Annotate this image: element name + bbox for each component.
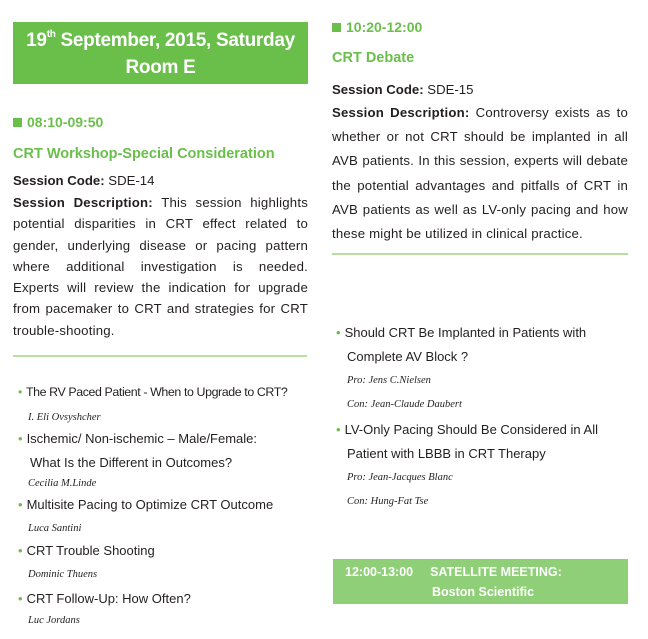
talk-speaker: I. Eli Ovsyshcher: [28, 412, 101, 423]
room-heading: Room E: [125, 57, 196, 78]
square-bullet-icon: [13, 118, 22, 127]
satellite-sponsor: Boston Scientific: [432, 585, 535, 599]
bullet-icon: •: [336, 422, 341, 437]
session-time: 10:20-12:00: [332, 19, 628, 35]
talk-item: • Ischemic/ Non-ischemic – Male/Female:: [18, 431, 258, 446]
session-description: Session Description: This session highlights potential disparities in CRT effect related to gender, underlying disease or pacing pattern where additional investigation is needed. Experts will review the indication for upgrade from pacemaker to CRT and strategies for CRT trouble-shooting.: [13, 195, 308, 338]
talk-con-speaker: Con: Jean-Claude Daubert: [347, 399, 462, 410]
session-title: CRT Debate: [332, 50, 415, 66]
satellite-label: SATELLITE MEETING:: [430, 565, 562, 579]
bullet-icon: •: [18, 431, 23, 446]
session-description: Session Description: Controversy exists as to whether or not CRT should be implanted in all AVB patients. In this session, experts will debate the potential advantages and pitfalls of CRT in AVB patients as well as LV-only pacing and how these might be utilized in clinical practice.: [332, 105, 628, 242]
session-title: CRT Workshop-Special Consideration: [13, 146, 275, 162]
bullet-icon: •: [18, 543, 23, 558]
date-room-banner: [13, 22, 308, 84]
square-bullet-icon: [332, 23, 341, 32]
talk-item: • CRT Follow-Up: How Often?: [18, 591, 191, 606]
session-code: Session Code: SDE-14: [13, 173, 155, 188]
bullet-icon: •: [336, 325, 341, 340]
talk-item: • CRT Trouble Shooting: [18, 543, 155, 558]
left-column: [13, 0, 308, 357]
satellite-line1: [345, 562, 562, 582]
talk-con-speaker: Con: Hung-Fat Tse: [347, 496, 429, 507]
session-time: 08:10-09:50: [13, 114, 308, 130]
talk-speaker: Luca Santini: [28, 523, 82, 534]
right-column: [332, 0, 628, 255]
talk-item: • The RV Paced Patient - When to Upgrade to CRT?: [18, 385, 288, 399]
talk-item: • Multisite Pacing to Optimize CRT Outcome: [18, 497, 274, 512]
talk-speaker: Cecilia M.Linde: [28, 478, 97, 489]
talk-speaker: Luc Jordans: [28, 615, 80, 626]
session-code: Session Code: SDE-15: [332, 82, 474, 97]
bullet-icon: •: [18, 591, 23, 606]
satellite-time: 12:00-13:00: [345, 565, 414, 579]
talk-pro-speaker: Pro: Jens C.Nielsen: [347, 375, 431, 386]
satellite-meeting-box: [333, 559, 628, 604]
section-divider: [13, 355, 307, 357]
bullet-icon: •: [18, 497, 23, 512]
talk-item-line2: What Is the Different in Outcomes?: [30, 455, 233, 470]
bullet-icon: •: [18, 385, 22, 399]
talk-item-line2: Complete AV Block ?: [347, 349, 469, 364]
talk-item-line2: Patient with LBBB in CRT Therapy: [347, 446, 546, 461]
talk-item: • LV-Only Pacing Should Be Considered in All: [336, 422, 598, 437]
talk-speaker: Dominic Thuens: [28, 569, 98, 580]
date-heading: 19th September, 2015, Saturday: [26, 29, 295, 51]
section-divider: [332, 253, 628, 255]
talk-item: • Should CRT Be Implanted in Patients with: [336, 325, 587, 340]
talk-pro-speaker: Pro: Jean-Jacques Blanc: [347, 472, 453, 483]
